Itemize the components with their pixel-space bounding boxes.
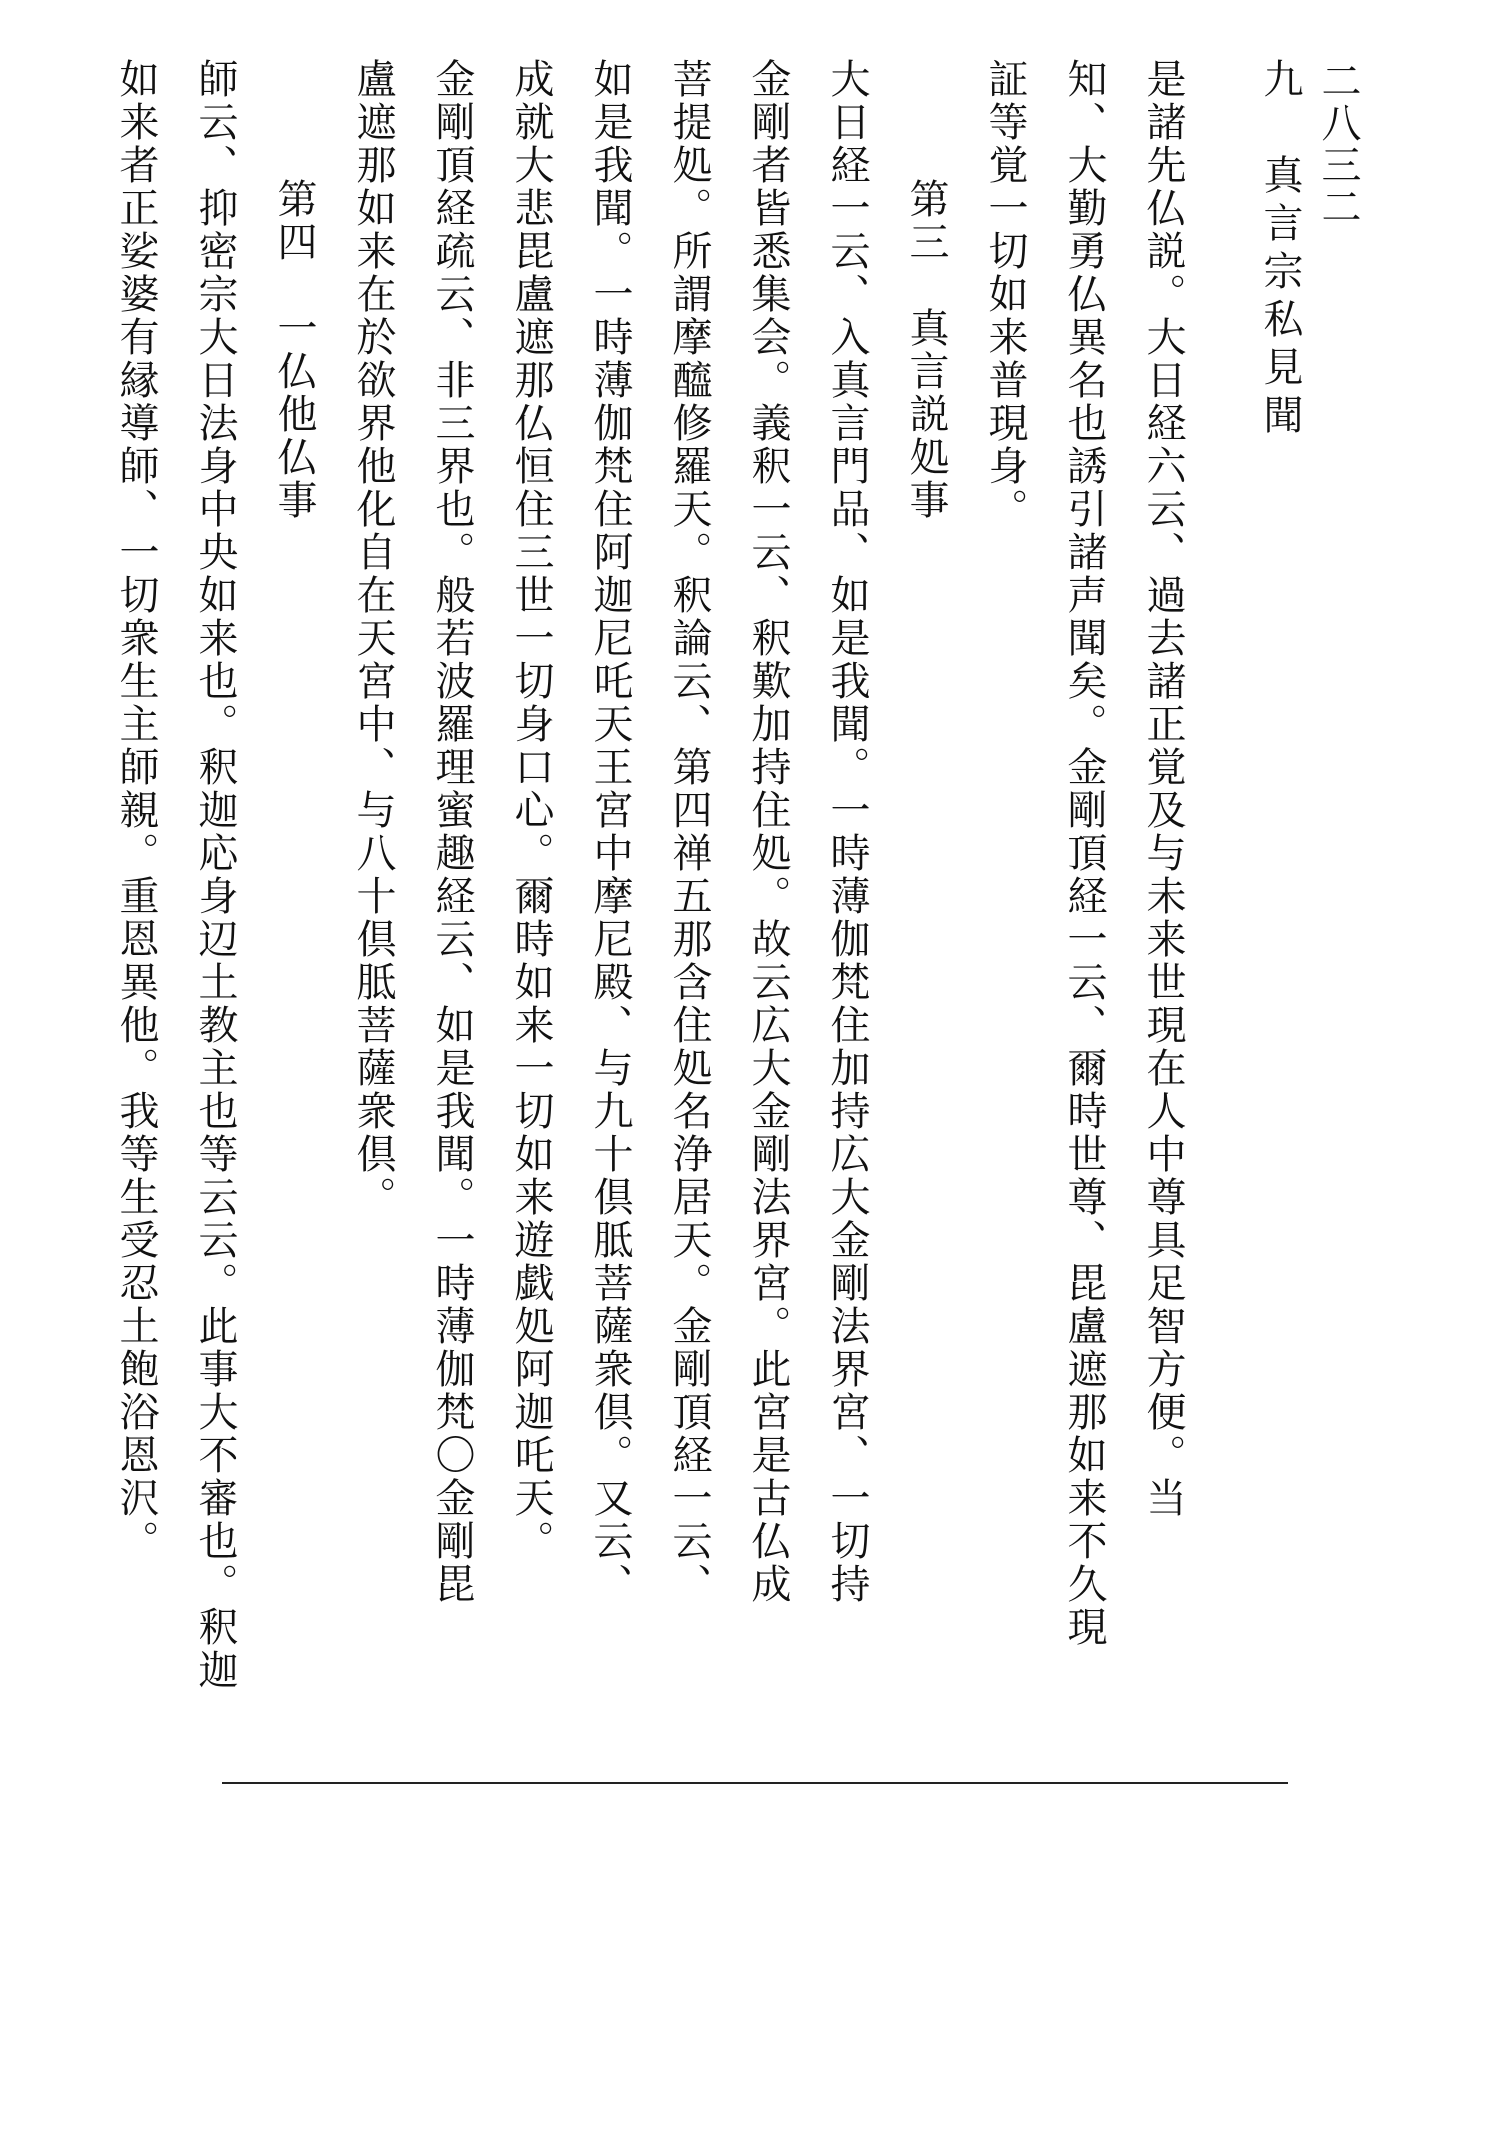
text-line: 師云、抑密宗大日法身中央如来也。釈迦応身辺土教主也等云云。此事大不審也。釈迦	[192, 58, 238, 1692]
text-line: 知、大勤勇仏異名也誘引諸声聞矣。金剛頂経一云、爾時世尊、毘盧遮那如来不久現	[1061, 58, 1107, 1649]
text-line: 菩提処。所謂摩醯修羅天。釈論云、第四禅五那含住処名浄居天。金剛頂経一云、	[666, 58, 712, 1606]
running-header-title: 九 真言宗私見聞	[1257, 58, 1303, 442]
bottom-rule	[222, 1782, 1288, 1784]
page-number: 二八三二	[1315, 60, 1361, 228]
text-line: 成就大悲毘盧遮那仏恒住三世一切身口心。爾時如来一切如来遊戯処阿迦吒天。	[508, 58, 554, 1563]
text-line: 盧遮那如来在於欲界他化自在天宮中、与八十倶胝菩薩衆倶。	[350, 58, 396, 1219]
vertical-body-text	[96, 58, 1202, 1778]
text-line: 証等覚一切如来普現身。	[982, 58, 1028, 531]
text-line: 金剛者皆悉集会。義釈一云、釈歎加持住処。故云広大金剛法界宮。此宮是古仏成	[745, 58, 791, 1606]
text-line: 如来者正娑婆有縁導師、一切衆生主師親。重恩異他。我等生受忍土飽浴恩沢。	[113, 58, 159, 1563]
section-heading-3: 第三 真言説処事	[903, 178, 949, 522]
text-line: 大日経一云、入真言門品、如是我聞。一時薄伽梵住加持広大金剛法界宮、一切持	[824, 58, 870, 1606]
section-heading-4: 第四 一仏他仏事	[271, 178, 317, 522]
text-line: 是諸先仏説。大日経六云、過去諸正覚及与未来世現在人中尊具足智方便。当	[1140, 58, 1186, 1520]
text-line: 如是我聞。一時薄伽梵住阿迦尼吒天王宮中摩尼殿、与九十倶胝菩薩衆倶。又云、	[587, 58, 633, 1606]
text-line: 金剛頂経疏云、非三界也。般若波羅理蜜趣経云、如是我聞。一時薄伽梵〇金剛毘	[429, 58, 475, 1606]
